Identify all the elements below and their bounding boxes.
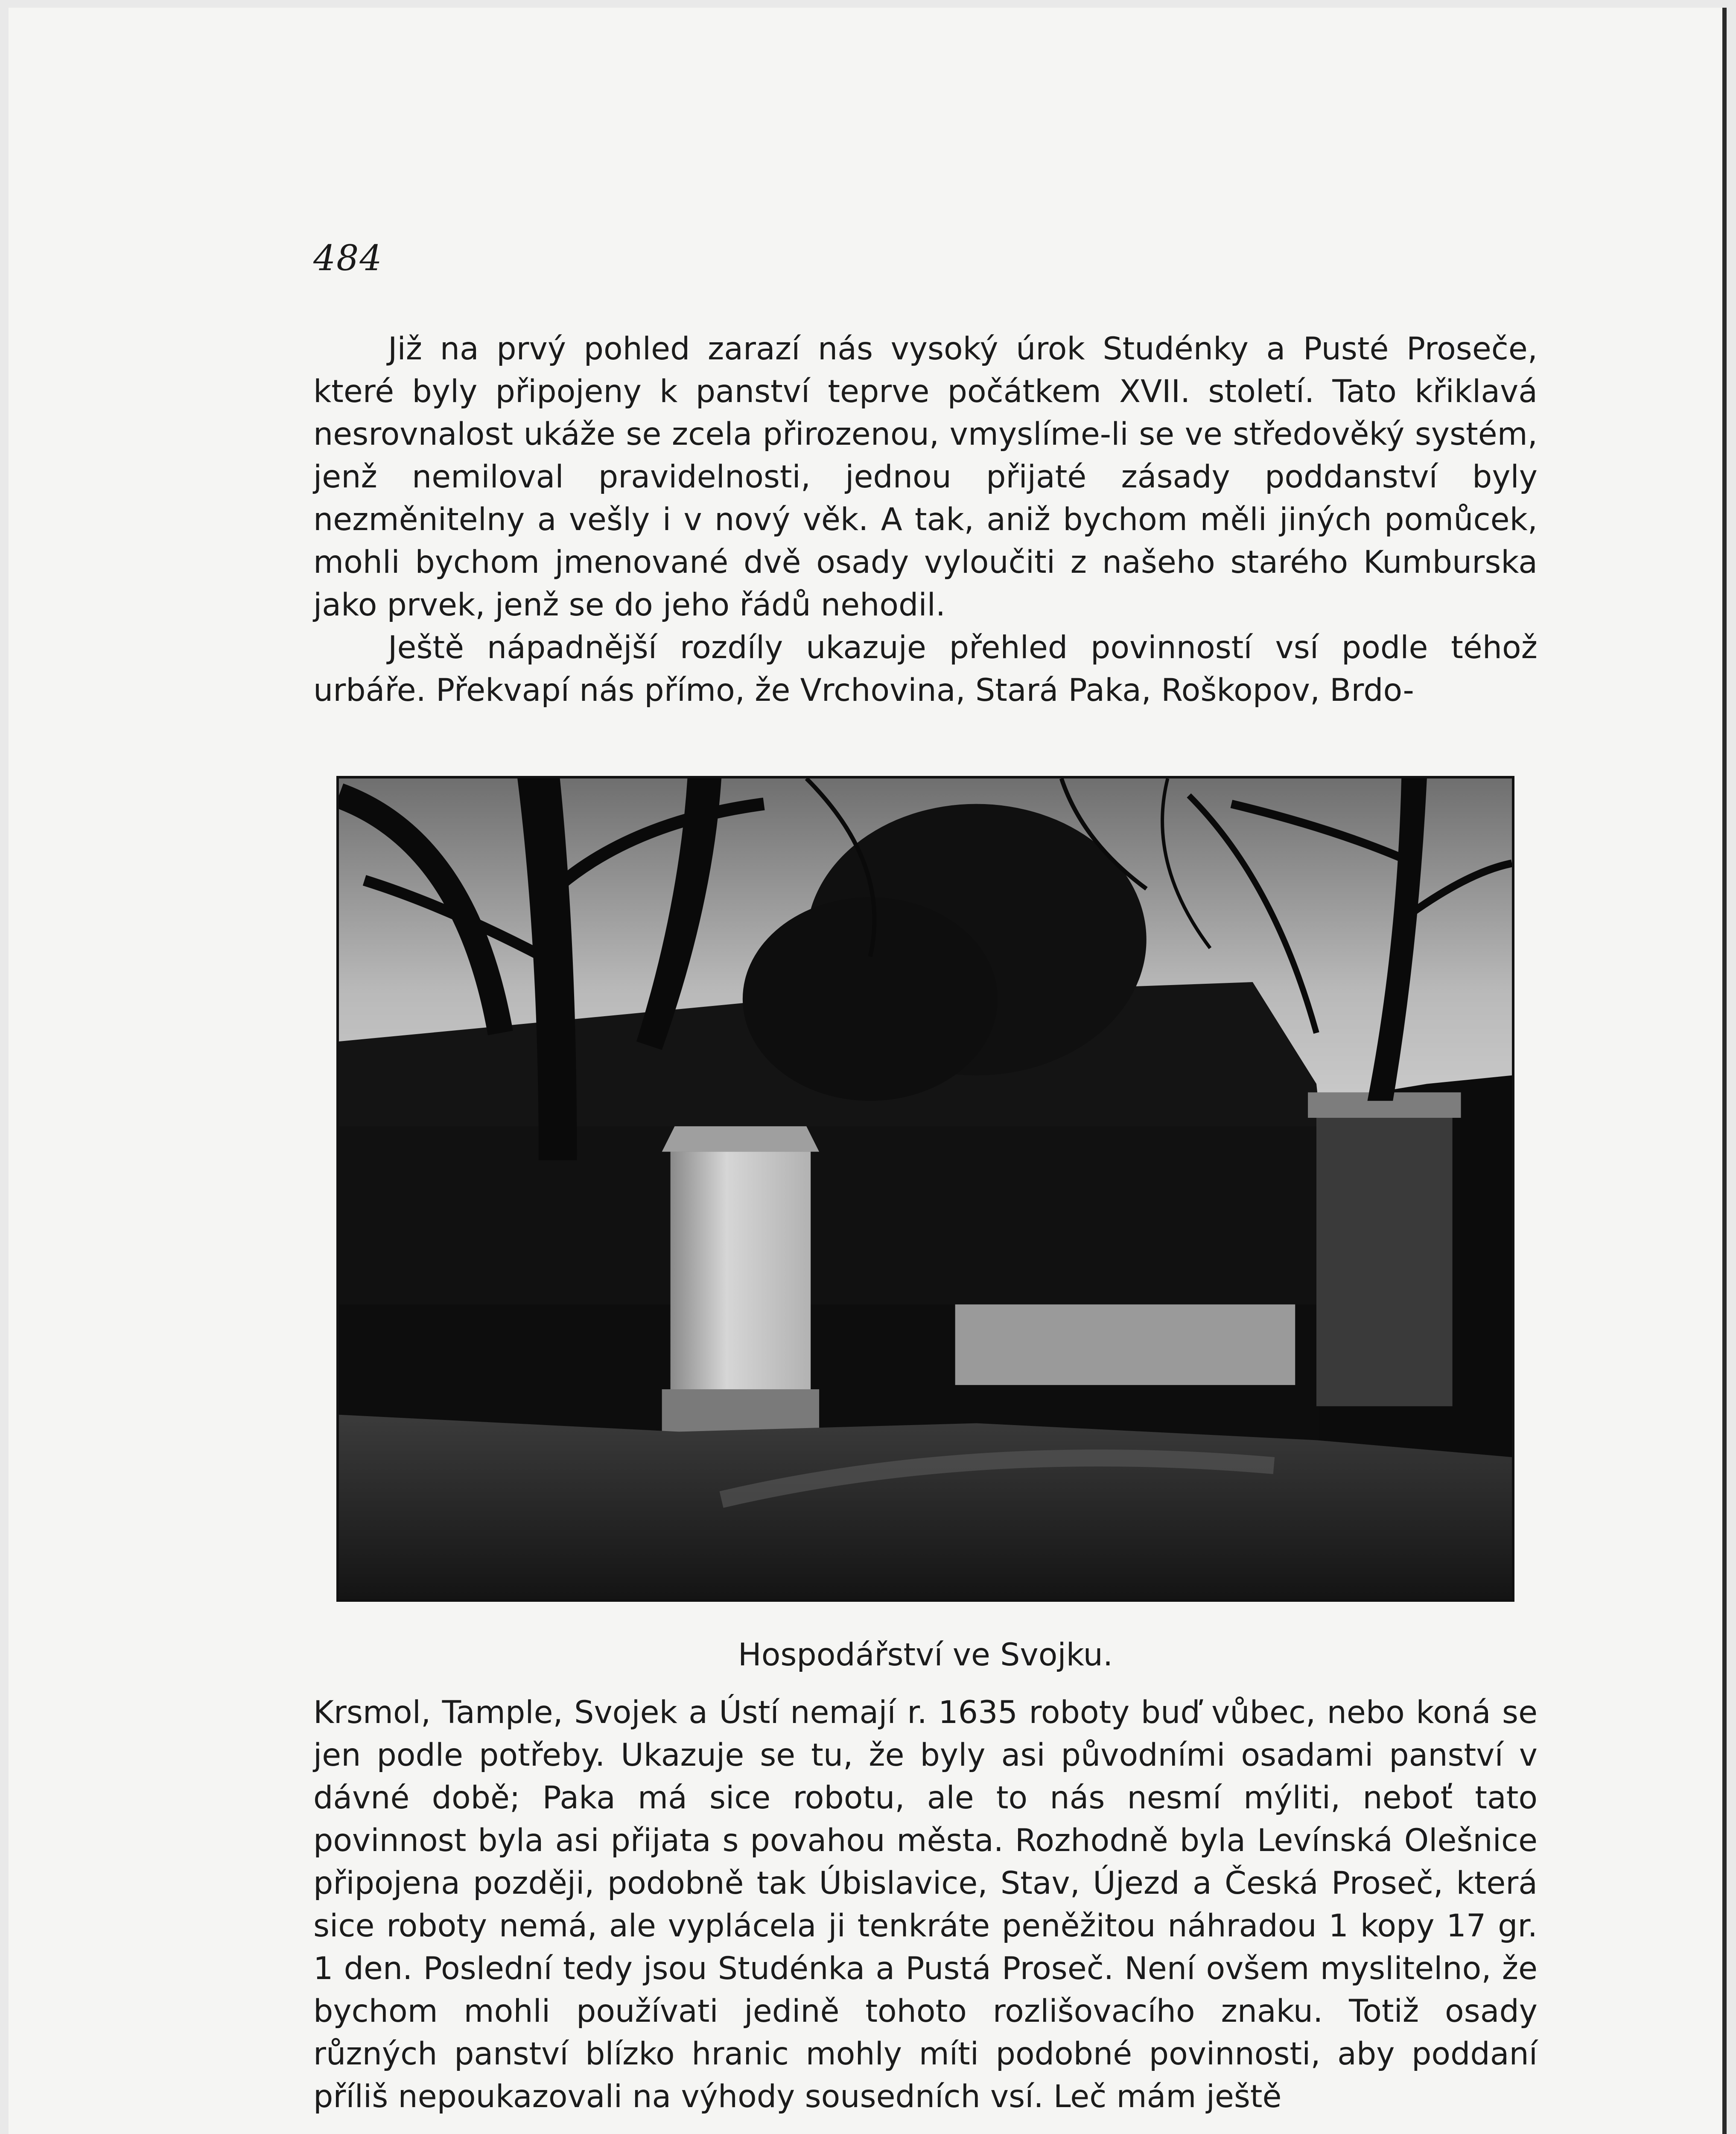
photograph-farmstead <box>336 776 1514 1602</box>
figure-caption: Hospodářství ve Svojku. <box>738 1637 1113 1673</box>
book-page <box>9 8 1727 2134</box>
text-block-bottom <box>313 1691 1538 2118</box>
paragraph: Ještě nápadnější rozdíly ukazuje přehled povinností vsí podle téhož urbáře. Překvapí nás přímo, že Vrchovina, Stará Paka, Roškopov, Brdo- <box>313 630 1538 708</box>
page-number: 484 <box>313 238 383 279</box>
photograph-illustration <box>339 778 1512 1599</box>
paragraph: Krsmol, Tample, Svojek a Ústí nemají r. 1635 roboty buď vůbec, nebo koná se jen podle potřeby. Ukazuje se tu, že byly asi původními osadami panství v dávné době; Paka má sice robotu, ale to nás nesmí mýliti, neboť tato povinnost byla asi přijata s povahou města. Rozhodně byla Levínská Olešnice připojena později, podobně tak Úbislavice, Stav, Újezd a Česká Proseč, která sice roboty nemá, ale vyplácela ji tenkráte peněžitou náhradou 1 kopy 17 gr. 1 den. Poslední tedy jsou Studénka a Pustá Proseč. Není ovšem myslitelno, že bychom mohli používati jedině tohoto rozlišovacího znaku. Totiž osady různých panství blízko hranic mohly míti podobné povinnosti, aby poddaní příliš nepoukazovali na výhody sousedních vsí. Leč mám ještě <box>313 1694 1538 2115</box>
text-block-top <box>313 328 1538 712</box>
paragraph: Již na prvý pohled zarazí nás vysoký úrok Studénky a Pusté Proseče, které byly připojeny k panství teprve počátkem XVII. století. Tato křiklavá nesrovnalost ukáže se zcela přirozenou, vmyslíme-li se ve středověký systém, jenž nemiloval pravidelnosti, jednou přijaté zásady poddanství byly nezměnitelny a vešly i v nový věk. A tak, aniž bychom měli jiných pomůcek, mohli bychom jmenované dvě osady vyloučiti z našeho starého Kumburska jako prvek, jenž se do jeho řádů nehodil. <box>313 331 1538 623</box>
